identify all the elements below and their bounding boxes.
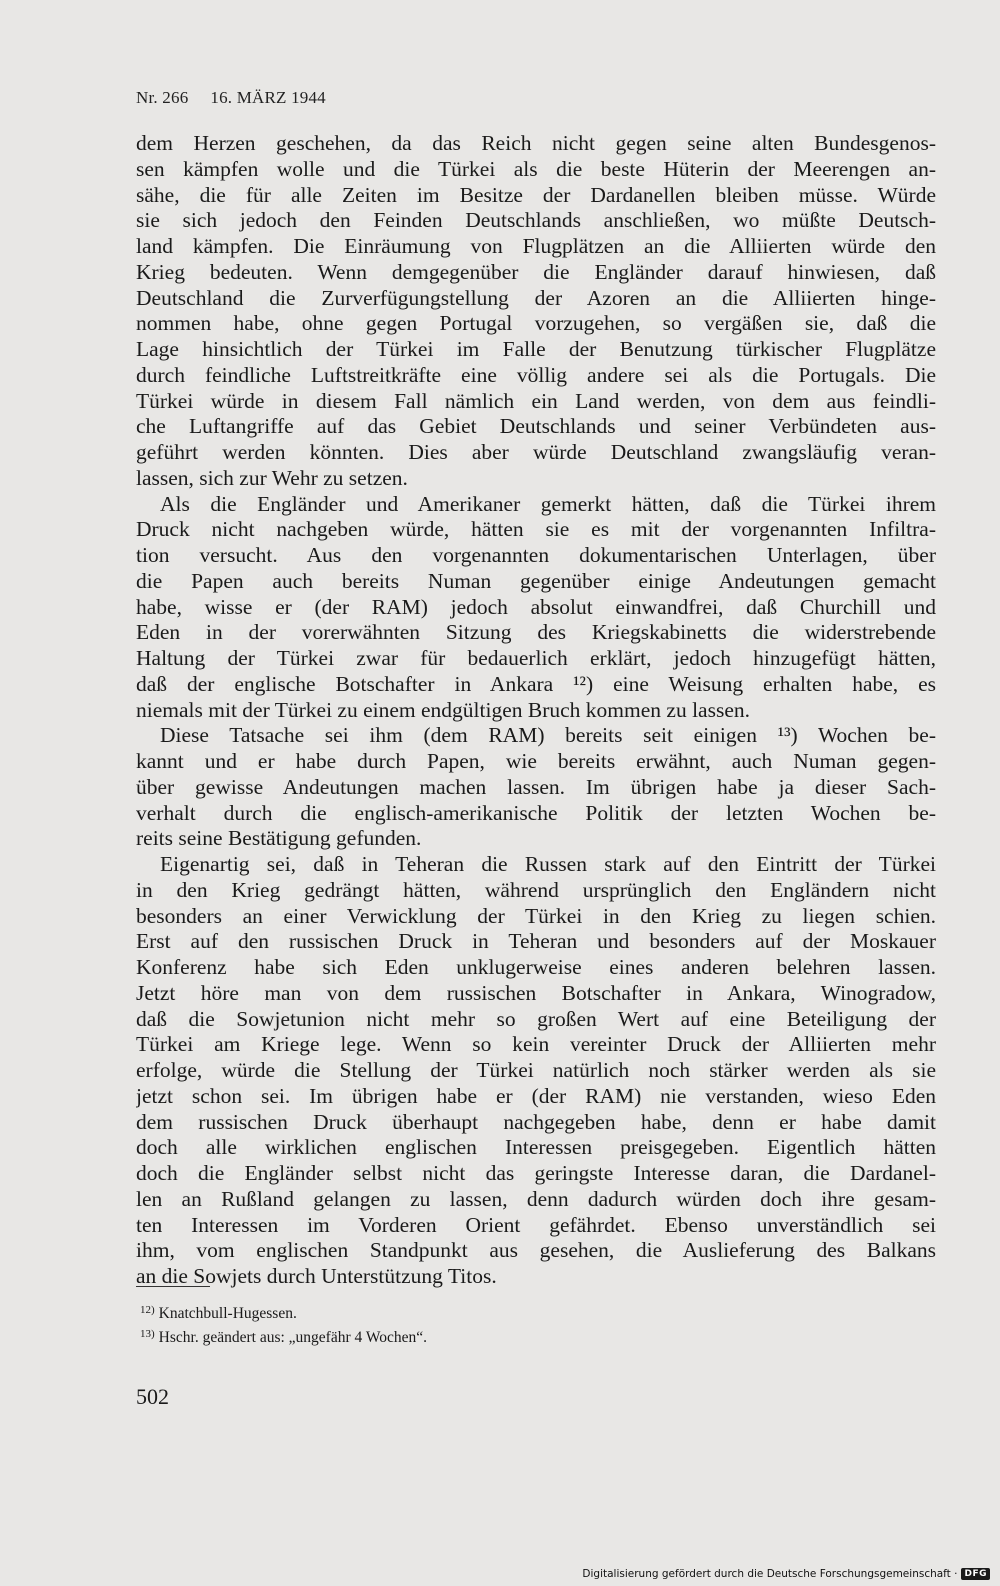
text-line: Eigenartig sei, daß in Teheran die Russen stark auf den Eintritt der Türkei xyxy=(160,852,936,876)
text-line: sie sich jedoch den Feinden Deutschlands anschließen, wo müßte Deutsch- xyxy=(136,208,936,233)
text-line: an die Sowjets durch Unterstützung Titos. xyxy=(136,1264,497,1288)
footnote-number: 12) xyxy=(140,1304,155,1316)
paragraph xyxy=(136,723,936,852)
text-line: sähe, die für alle Zeiten im Besitze der Dardanellen bleiben müsse. Würde xyxy=(136,182,936,207)
text-line: che Luftangriffe auf das Gebiet Deutschlands und seiner Verbündeten aus- xyxy=(136,414,936,439)
footnote xyxy=(140,1324,840,1348)
running-header xyxy=(136,88,348,108)
document-date: 16. MÄRZ 1944 xyxy=(210,88,326,107)
text-line: len an Rußland gelangen zu lassen, denn dadurch würden doch ihre gesam- xyxy=(136,1186,936,1211)
text-line: tion versucht. Aus den vorgenannten dokumentarischen Unterlagen, über xyxy=(136,543,936,567)
text-line: erfolge, würde die Stellung der Türkei natürlich noch stärker werden als sie xyxy=(136,1058,936,1082)
text-line: Konferenz habe sich Eden unklugerweise eines anderen belehren lassen. xyxy=(136,955,936,979)
text-line: Haltung der Türkei zwar für bedauerlich erklärt, jedoch hinzugefügt hätten, xyxy=(136,646,936,670)
text-line: durch feindliche Luftstreitkräfte eine völlig andere sei als die Portugals. Die xyxy=(136,362,936,387)
text-line: die Papen auch bereits Numan gegenüber einige Andeutungen gemacht xyxy=(136,568,936,593)
text-line: geführt werden könnten. Dies aber würde Deutschland zwangsläufig veran- xyxy=(136,440,936,464)
footnote-separator xyxy=(136,1286,210,1287)
text-line: lassen, sich zur Wehr zu setzen. xyxy=(136,465,408,490)
main-text xyxy=(136,131,936,1290)
paragraph xyxy=(136,492,936,724)
text-line: Eden in der vorerwähnten Sitzung des Kriegskabinetts die widerstrebende xyxy=(136,620,936,645)
text-line: Erst auf den russischen Druck in Teheran und besonders auf der Moskauer xyxy=(136,929,936,954)
text-line: verhalt durch die englisch-amerikanische Politik der letzten Wochen be- xyxy=(136,800,936,825)
dfg-logo: DFG xyxy=(961,1568,990,1580)
text-line: Deutschland die Zurverfügungstellung der Azoren an die Alliierten hinge- xyxy=(136,285,936,310)
paragraph xyxy=(136,131,936,492)
text-line: Türkei am Kriege lege. Wenn so kein vereinter Druck der Alliierten mehr xyxy=(136,1032,936,1057)
text-line: in den Krieg gedrängt hätten, während ursprünglich den Engländern nicht xyxy=(136,877,936,902)
text-line: ten Interessen im Vorderen Orient gefährdet. Ebenso unverständlich sei xyxy=(136,1212,936,1237)
text-line: besonders an einer Verwicklung der Türkei in den Krieg zu liegen schien. xyxy=(136,903,936,928)
text-line: daß die Sowjetunion nicht mehr so großen Wert auf eine Beteiligung der xyxy=(136,1006,936,1031)
text-line: doch alle wirklichen englischen Interessen preisgegeben. Eigentlich hätten xyxy=(136,1135,936,1160)
text-line: nommen habe, ohne gegen Portugal vorzugehen, so vergäßen sie, daß die xyxy=(136,311,936,336)
text-line: niemals mit der Türkei zu einem endgültigen Bruch kommen zu lassen. xyxy=(136,697,750,722)
text-line: Als die Engländer und Amerikaner gemerkt hätten, daß die Türkei ihrem xyxy=(160,491,936,516)
text-line: Türkei würde in diesem Fall nämlich ein Land werden, von dem aus feindli- xyxy=(136,388,936,413)
text-line: habe, wisse er (der RAM) jedoch absolut einwandfrei, daß Churchill und xyxy=(136,594,936,619)
credit-text: Digitalisierung gefördert durch die Deutsche Forschungsgemeinschaft · xyxy=(582,1568,958,1580)
text-line: Diese Tatsache sei ihm (dem RAM) bereits seit einigen ¹³) Wochen be- xyxy=(160,723,936,748)
footnotes xyxy=(140,1300,840,1348)
text-line: dem russischen Druck überhaupt nachgegeben habe, denn er habe damit xyxy=(136,1109,936,1134)
text-line: jetzt schon sei. Im übrigen habe er (der RAM) nie verstanden, wieso Eden xyxy=(136,1083,936,1108)
text-line: Krieg bedeuten. Wenn demgegenüber die Engländer darauf hinwiesen, daß xyxy=(136,259,936,284)
text-line: dem Herzen geschehen, da das Reich nicht gegen seine alten Bundesgenos- xyxy=(136,131,936,155)
text-line: Lage hinsichtlich der Türkei im Falle der Benutzung türkischer Flugplätze xyxy=(136,337,936,361)
text-line: kannt und er habe durch Papen, wie bereits erwähnt, auch Numan gegen- xyxy=(136,749,936,773)
page-number: 502 xyxy=(136,1384,169,1409)
text-line: sen kämpfen wolle und die Türkei als die beste Hüterin der Meerengen an- xyxy=(136,156,936,181)
text-line: daß der englische Botschafter in Ankara ¹²) eine Weisung erhalten habe, es xyxy=(136,671,936,696)
text-line: Druck nicht nachgeben würde, hätten sie es mit der vorgenannten Infiltra- xyxy=(136,517,936,542)
footnote xyxy=(140,1300,840,1324)
digitization-credit xyxy=(582,1568,990,1580)
footnote-number: 13) xyxy=(140,1328,155,1340)
document-number: Nr. 266 xyxy=(136,88,189,107)
text-line: doch die Engländer selbst nicht das geringste Interesse daran, die Dardanel- xyxy=(136,1161,936,1185)
footnote-text: Knatchbull-Hugessen. xyxy=(158,1305,297,1322)
footnote-text: Hschr. geändert aus: „ungefähr 4 Wochen“. xyxy=(158,1329,427,1346)
text-line: ihm, vom englischen Standpunkt aus gesehen, die Auslieferung des Balkans xyxy=(136,1238,936,1263)
paragraph xyxy=(136,852,936,1290)
text-line: Jetzt höre man von dem russischen Botschafter in Ankara, Winogradow, xyxy=(136,980,936,1005)
text-line: reits seine Bestätigung gefunden. xyxy=(136,826,422,851)
text-line: über gewisse Andeutungen machen lassen. Im übrigen habe ja dieser Sach- xyxy=(136,774,936,799)
text-line: land kämpfen. Die Einräumung von Flugplätzen an die Alliierten würde den xyxy=(136,234,936,258)
